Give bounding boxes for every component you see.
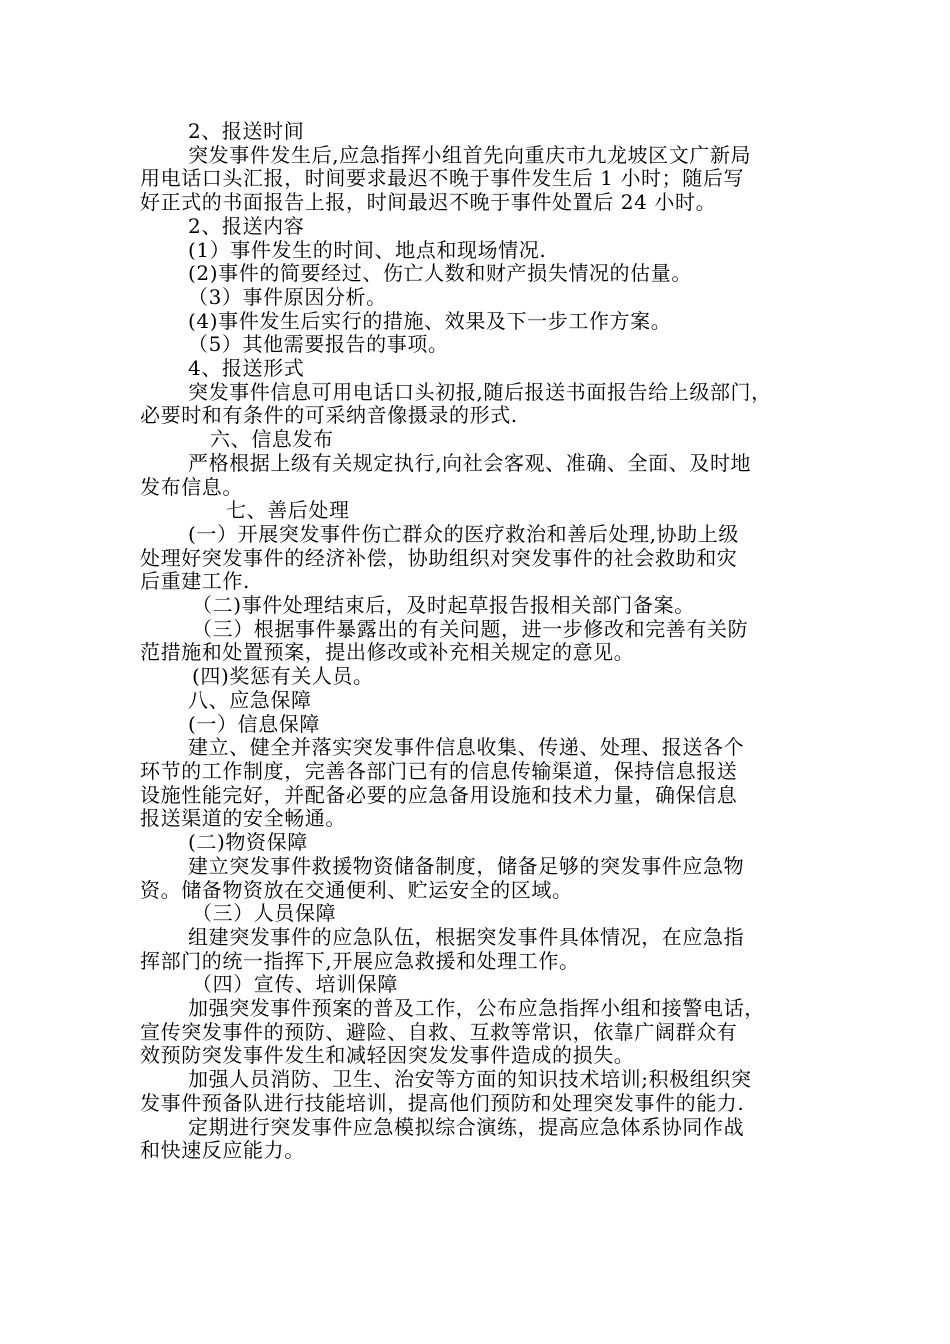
paragraph-line: （三）根据事件暴露出的有关问题，进一步修改和完善有关防 [192,616,749,641]
paragraph-line: 突发事件发生后,应急指挥小组首先向重庆市九龙坡区文广新局 [188,142,752,167]
paragraph-line: 组建突发事件的应急队伍，根据突发事件具体情况，在应急指 [188,924,745,949]
paragraph-line: 加强人员消防、卫生、治安等方面的知识技术培训;积极组织突 [188,1067,752,1092]
paragraph-line: 处理好突发事件的经济补偿，协助组织对突发事件的社会救助和灾 [140,545,738,570]
paragraph-line: 建立、健全并落实突发事件信息收集、传递、处理、报送各个 [188,735,745,760]
paragraph-line: (四)奖惩有关人员。 [192,664,374,689]
paragraph-line: 环节的工作制度，完善各部门已有的信息传输渠道，保持信息报送 [140,758,738,783]
paragraph-line: 后重建工作. [140,569,250,594]
section-heading: (一）信息保障 [188,711,321,736]
paragraph-line: 用电话口头汇报，时间要求最迟不晚于事件发生后 1 小时；随后写 [140,166,745,191]
paragraph-line: 加强突发事件预案的普及工作，公布应急指挥小组和接警电话， [188,996,765,1021]
list-item: (2)事件的简要经过、伤亡人数和财产损失情况的估量。 [188,261,692,286]
list-item: (1）事件发生的时间、地点和现场情况. [188,237,547,262]
paragraph-line: 和快速反应能力。 [140,1138,305,1163]
paragraph-line: 宣传突发事件的预防、避险、自救、互救等常识，依靠广阔群众有 [140,1019,738,1044]
paragraph-line: 严格根据上级有关规定执行,向社会客观、准确、全面、及时地 [188,450,752,475]
section-heading: (二)物资保障 [188,830,308,855]
paragraph-line: 报送渠道的安全畅通。 [140,806,346,831]
list-item: （5）其他需要报告的事项。 [188,332,449,357]
section-heading: （三）人员保障 [192,901,337,926]
paragraph-line: 设施性能完好，并配备必要的应急备用设施和技术力量，确保信息 [140,782,738,807]
paragraph-line: 定期进行突发事件应急模拟综合演练，提高应急体系协同作战 [188,1114,745,1139]
paragraph-line: 资。储备物资放在交通便利、贮运安全的区域。 [140,877,573,902]
paragraph-line: 好正式的书面报告上报，时间最迟不晚于事件处置后 24 小时。 [140,190,717,215]
document-body [140,120,810,1163]
chapter-heading: 七、善后处理 [226,498,350,523]
list-item: （3）事件原因分析。 [188,284,387,309]
section-heading: 4、报送形式 [188,356,305,381]
paragraph-line: 范措施和处置预案，提出修改或补充相关规定的意见。 [140,640,635,665]
section-heading: 2、报送内容 [188,213,305,238]
chapter-heading: 六、信息发布 [210,427,334,452]
paragraph-line: 突发事件信息可用电话口头初报,随后报送书面报告给上级部门， [188,379,772,404]
paragraph-line: 效预防突发事件发生和减轻因突发发事件造成的损失。 [140,1043,635,1068]
section-heading: （四）宣传、培训保障 [192,972,398,997]
paragraph-line: 必要时和有条件的可采纳音像摄录的形式. [140,403,518,428]
paragraph-line: 建立突发事件救援物资储备制度，储备足够的突发事件应急物 [188,853,745,878]
paragraph-line: （二)事件处理结束后，及时起草报告报相关部门备案。 [192,593,695,618]
chapter-heading: 八、应急保障 [188,687,312,712]
paragraph-line: 发事件预备队进行技能培训，提高他们预防和处理突发事件的能力. [140,1090,745,1115]
paragraph-line: 挥部门的统一指挥下,开展应急救援和处理工作。 [140,948,580,973]
paragraph-line: 发布信息。 [140,474,243,499]
paragraph-line: (一）开展突发事件伤亡群众的医疗救治和善后处理,协助上级 [188,521,739,546]
section-heading: 2、报送时间 [188,119,305,143]
list-item: (4)事件发生后实行的措施、效果及下一步工作方案。 [188,308,672,333]
